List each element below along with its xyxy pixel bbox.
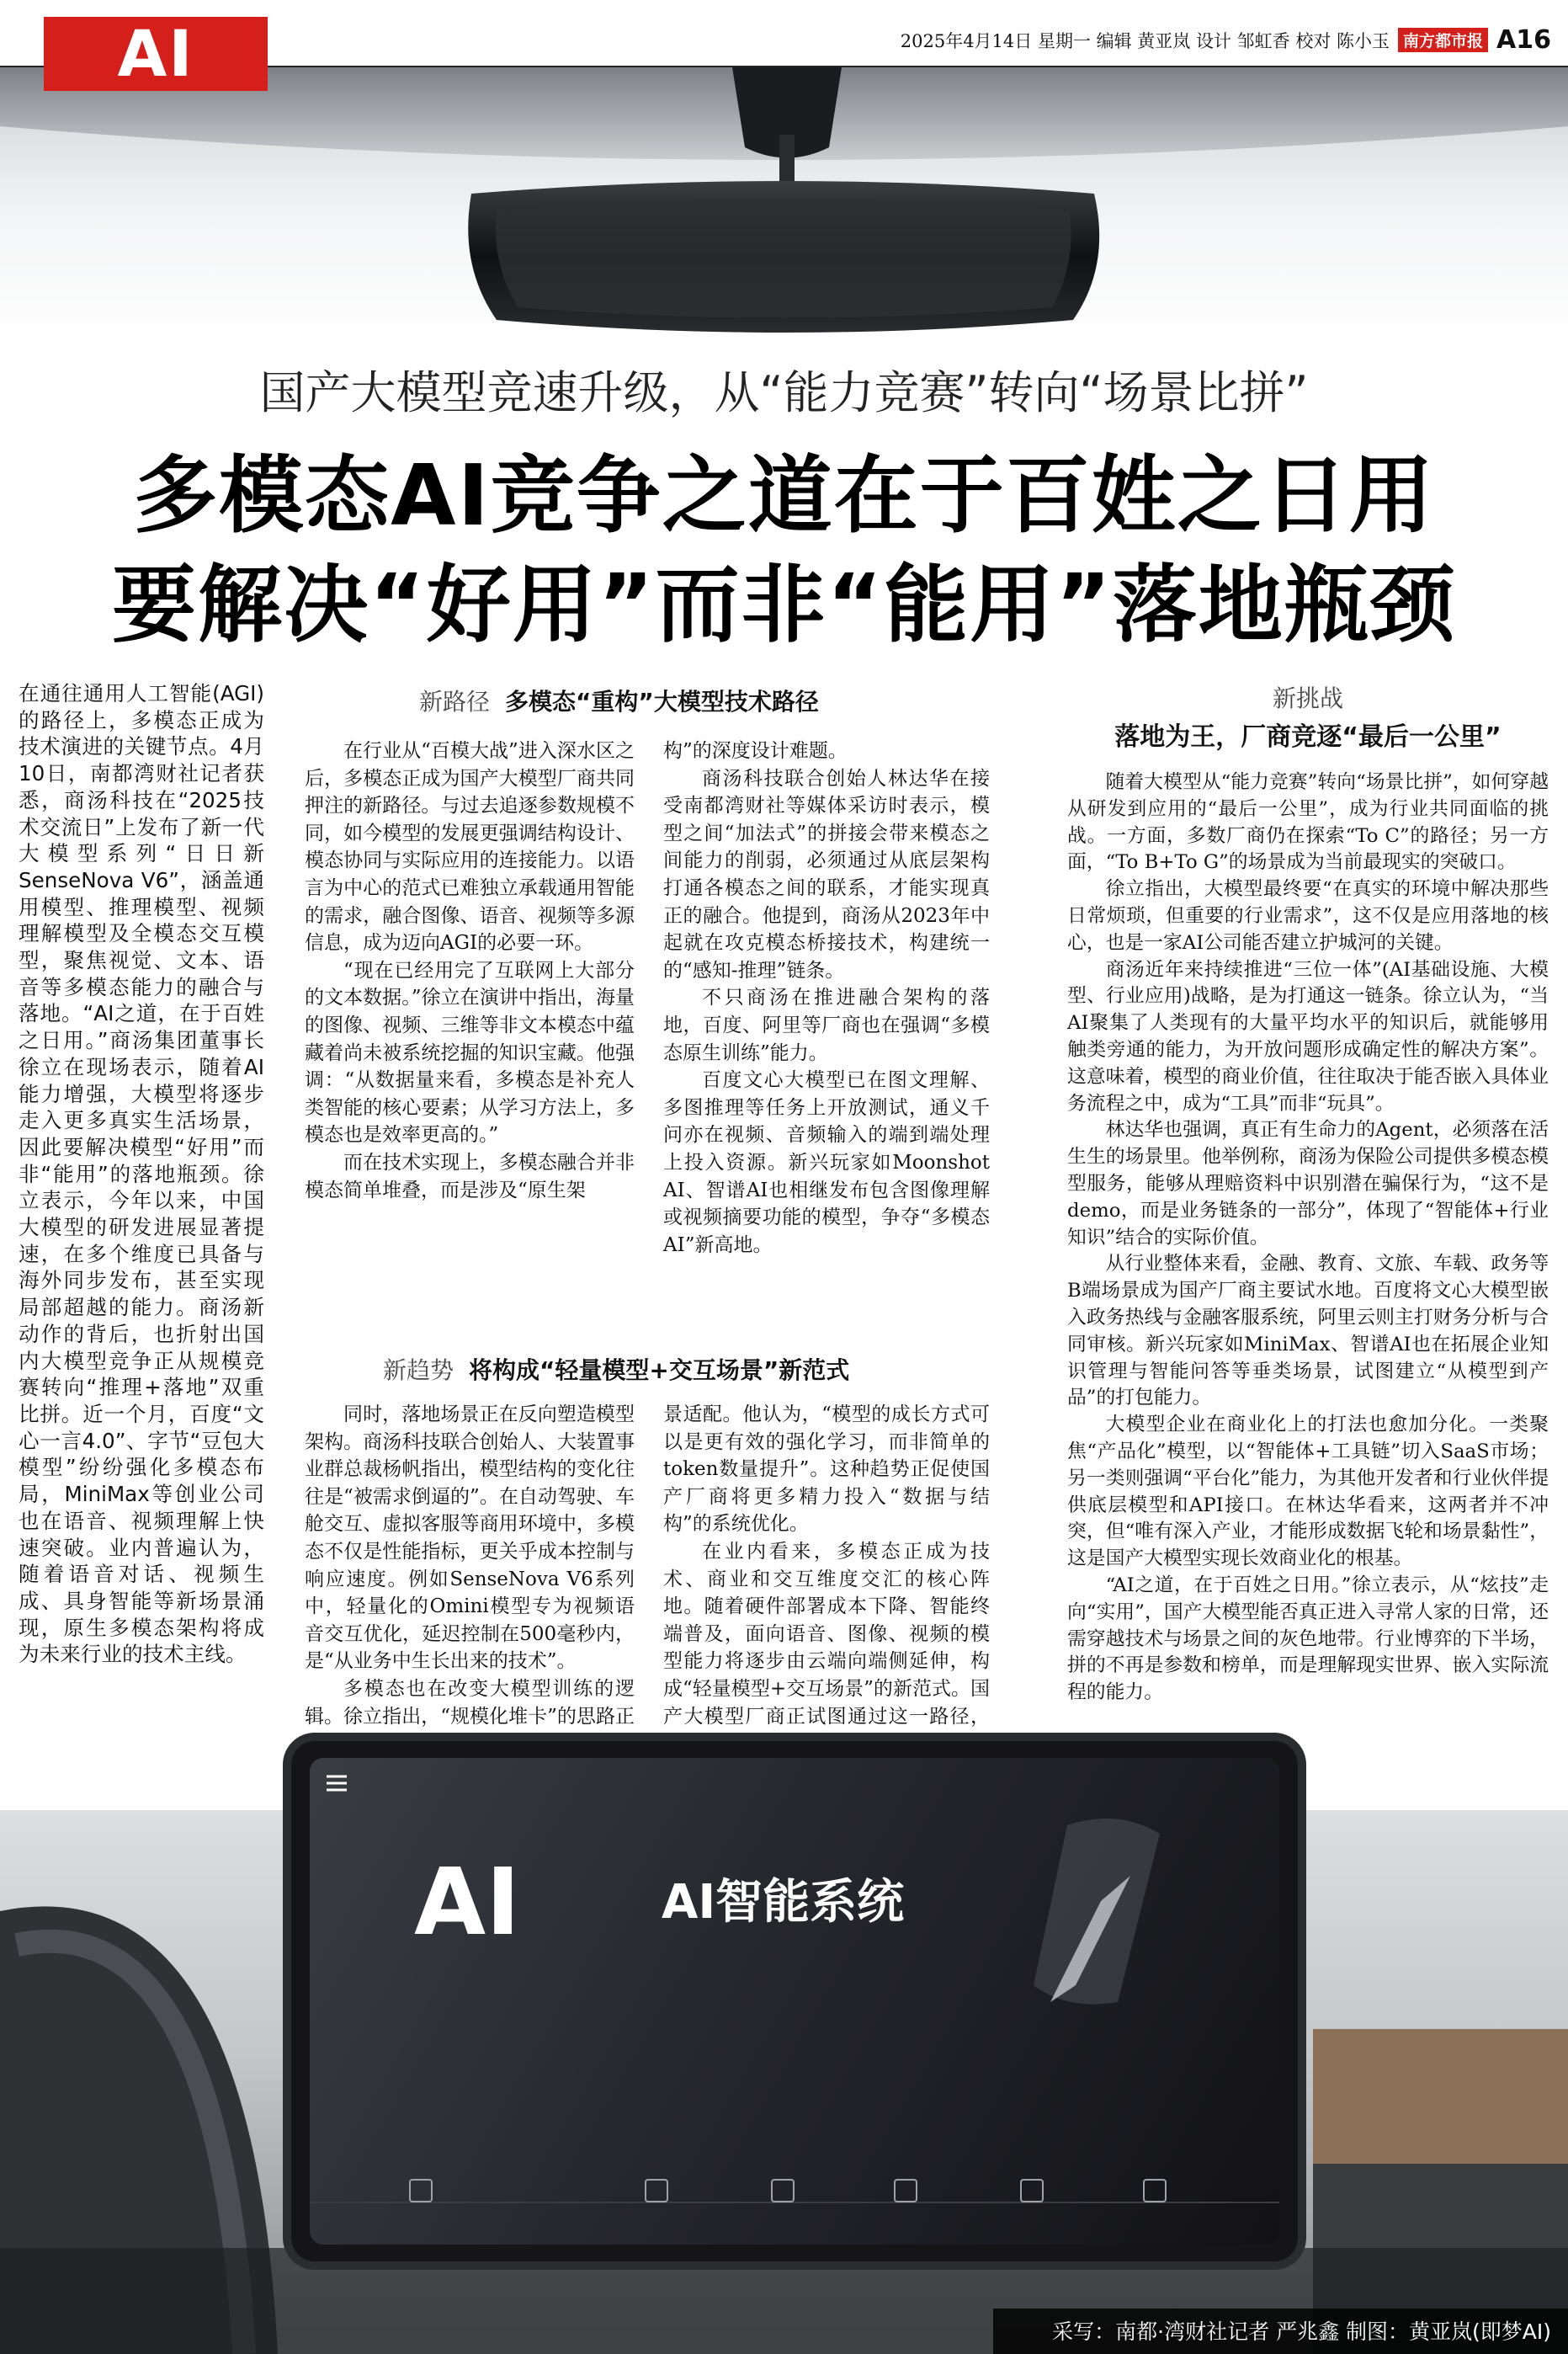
screen-display [310, 1758, 1279, 2245]
mirror-illustration [0, 67, 1568, 345]
dock-settings-icon[interactable] [1143, 2179, 1167, 2202]
paragraph: 随着大模型从“能力竞赛”转向“场景比拼”，如何穿越从研发到应用的“最后一公里”，成为行业共同面临的挑战。一方面，多数厂商仍在探索“To C”的路径；另一方面，“To B+To G”的场景成为当前最现实的突破口。 [1067, 771, 1549, 874]
paragraph: 在行业从“百模大战”进入深水区之后，多模态正成为国产大模型厂商共同押注的新路径。与过去追逐参数规模不同，如今模型的发展更强调结构设计、模态协同与实际应用的连接能力。以语言为中心的范式已难独立承载通用智能的需求，融合图像、语音、视频等多源信息，成为迈向AGI的必要一环。 [305, 740, 635, 955]
section-2-label: 新趋势 [383, 1356, 454, 1384]
screen-system-label: AI智能系统 [662, 1875, 905, 1930]
section-1-title: 多模态“重构”大模型技术路径 [505, 688, 819, 716]
paragraph: “现在已经用完了互联网上大部分的文本数据。”徐立在演讲中指出，海量的图像、视频、三维等非文本模态中蕴藏着尚未被系统挖掘的知识宝藏。他强调：“从数据量来看，多模态是补充人类智能的核心要素；从学习方法上，多模态也是效率更高的。” [305, 959, 635, 1147]
section-badge: AI [44, 17, 268, 91]
dock-home-icon[interactable] [409, 2179, 433, 2202]
dock-list-icon[interactable] [645, 2179, 668, 2202]
section-1-heading [419, 684, 819, 717]
lead-paragraph: 在通往通用人工智能(AGI)的路径上，多模态正成为技术演进的关键节点。4月10日，南都湾财社记者获悉，商汤科技在“2025技术交流日”上发布了新一代大模型系列“日日新SenseNova V6”，涵盖通用模型、推理模型、视频理解模型及全模态交互模型，聚焦视觉、文本、语音等多模态能力的融合与落地。“AI之道，在于百姓之日用。”商汤集团董事长徐立在现场表示，随着AI能力增强，大模型将逐步走入更多真实生活场景，因此要解决模型“好用”而非“能用”的落地瓶颈。徐立表示，今年以来，中国大模型的研发进展显著提速，在多个维度已具备与海外同步发布，甚至实现局部超越的能力。商汤新动作的背后，也折射出国内大模型竞争正从规模竞赛转向“推理+落地”双重比拼。近一个月，百度“文心一言4.0”、字节“豆包大模型”纷纷强化多模态布局，MiniMax等创业公司也在语音、视频理解上快速突破。业内普遍认为，随着语音对话、视频生成、具身智能等新场景涌现，原生多模态架构将成为未来行业的技术主线。 [19, 681, 264, 1667]
headline-line-2: 要解决“好用”而非“能用”落地瓶颈 [112, 556, 1456, 654]
paragraph: 商汤科技联合创始人林达华在接受南都湾财社等媒体采访时表示，模型之间“加法式”的拼接会带来模态之间能力的削弱，必须通过从底层架构打通各模态之间的联系，才能实现真正的融合。他提到，商汤从2023年中起就在攻克模态桥接技术，构建统一的“感知-推理”链条。 [663, 767, 990, 982]
paragraph: “AI之道，在于百姓之日用。”徐立表示，从“炫技”走向“实用”，国产大模型能否真正进入寻常人家的日常，还需穿越技术与场景之间的灰色地带。行业博弈的下半场，拼的不再是参数和榜单，而是理解现实世界、嵌入实际流程的能力。 [1067, 1574, 1549, 1704]
paragraph: 不只商汤在推进融合架构的落地，百度、阿里等厂商也在强调“多模态原生训练”能力。 [663, 987, 990, 1064]
paper-logo: 南方都市报 [1398, 28, 1488, 52]
paragraph: 商汤近年来持续推进“三位一体”(AI基础设施、大模型、行业应用)战略，是为打通这一链条。徐立认为，“当AI聚集了人类现有的大量平均水平的知识后，就能够用触类旁通的能力，为开放问题形成确定性的解决方案”。这意味着，模型的商业价值，往往取决于能否嵌入具体业务流程之中，成为“工具”而非“玩具”。 [1067, 958, 1549, 1115]
date-line: 2025年4月14日 星期一 编辑 黄亚岚 设计 邹虹香 校对 陈小玉 [900, 30, 1390, 51]
page-number: A16 [1496, 25, 1551, 55]
section-2-title: 将构成“轻量模型+交互场景”新范式 [469, 1356, 850, 1384]
dock-phone-icon[interactable] [1020, 2179, 1044, 2202]
credit-line: 采写：南都·湾财社记者 严兆鑫 制图：黄亚岚(即梦AI) [1052, 2319, 1551, 2344]
paragraph: 从行业整体来看，金融、教育、文旅、车载、政务等B端场景成为国产厂商主要试水地。百度将文心大模型嵌入政务热线与金融客服系统，阿里云则主打财务分析与合同审核。新兴玩家如MiniMax、智谱AI也在拓展企业知识管理与智能问答等垂类场景，试图建立“从模型到产品”的打包能力。 [1067, 1253, 1549, 1409]
headline-line-1: 多模态AI竞争之道在于百姓之日用 [133, 446, 1435, 545]
section-2-heading [383, 1352, 849, 1386]
screen-graphics [310, 1758, 1279, 2245]
paragraph: 同时，落地场景正在反向塑造模型架构。商汤科技联合创始人、大装置事业群总裁杨帆指出，模型结构的变化往往是“被需求倒逼的”。在自动驾驶、车舱交互、虚拟客服等商用环境中，多模态不仅是性能指标，更关乎成本控制与响应速度。例如SenseNova V6系列中，轻量化的Omini模型专为视频语音交互优化，延迟控制在500毫秒内，是“从业务中生长出来的技术”。 [305, 1403, 635, 1673]
headline-subtitle: 国产大模型竞速升级，从“能力竞赛”转向“场景比拼” [259, 366, 1309, 419]
dock-navigation-icon[interactable] [894, 2179, 917, 2202]
section-1-column-b [663, 738, 990, 1259]
menu-icon [327, 1776, 347, 1790]
section-2-column-a [305, 1401, 635, 1785]
rearview-mirror-photo [0, 67, 1568, 345]
dock-grid-icon[interactable] [771, 2179, 795, 2202]
section-3-label: 新挑战 [1272, 684, 1343, 712]
paragraph: 在业内看来，多模态正成为技术、商业和交互维度交汇的核心阵地。随着硬件部署成本下降、智能终端普及，面向语音、图像、视频的模型能力将逐步由云端向端侧延伸，构成“轻量模型+交互场景”的新范式。国产大模型厂商正试图通过这一路径， [663, 1540, 990, 1728]
paragraph: 多模态也在改变大模型训练的逻辑。徐立指出，“规模化堆卡”的思路正 [305, 1677, 635, 1728]
paragraph: 构”的深度设计难题。 [663, 740, 848, 762]
paragraph: 景适配。他认为，“模型的成长方式可以是更有效的强化学习，而非简单的token数量提升”。这种趋势正促使国产厂商将更多精力投入“数据与结构”的系统优化。 [663, 1403, 990, 1536]
section-1-column-a [305, 738, 635, 1204]
paragraph: 徐立指出，大模型最终要“在真实的环境中解决那些日常烦琐，但重要的行业需求”，这不仅是应用落地的核心，也是一家AI公司能否建立护城河的关键。 [1067, 878, 1549, 954]
paragraph: 大模型企业在商业化上的打法也愈加分化。一类聚焦“产品化”模型，以“智能体+工具链”切入SaaS市场；另一类则强调“平台化”能力，为其他开发者和行业伙伴提供底层模型和API接口。在林达华看来，这两者并不冲突，但“唯有深入产业，才能形成数据飞轮和场景黏性”，这是国产大模型实现长效商业化的根基。 [1067, 1414, 1549, 1570]
section-2-column-b [663, 1401, 990, 1785]
paragraph: 百度文心大模型已在图文理解、多图推理等任务上开放测试，通义千问亦在视频、音频输入的端到端处理上投入资源。新兴玩家如Moonshot AI、智谱AI也相继发布包含图像理解或视频摘要功能的模型，争夺“多模态AI”新高地。 [663, 1069, 990, 1256]
header-info [901, 25, 1551, 55]
section-3-title: 落地为王，厂商竞逐“最后一公里” [1114, 722, 1502, 752]
lead-column [19, 680, 264, 1668]
section-1-label: 新路径 [419, 688, 491, 716]
paragraph: 林达华也强调，真正有生命力的Agent，必须落在活生生的场景里。他举例称，商汤为保险公司提供多模态模型服务，能够从理赔资料中识别潜在骗保行为，“这不是demo，而是业务链条的一部分”，体现了“智能体+行业知识”结合的实际价值。 [1067, 1119, 1549, 1249]
screen-ai-logo: AI [414, 1848, 521, 1956]
paragraph: 而在技术实现上，多模态融合并非模态简单堆叠，而是涉及“原生架 [305, 1151, 635, 1201]
section-3-column [1067, 770, 1549, 1707]
